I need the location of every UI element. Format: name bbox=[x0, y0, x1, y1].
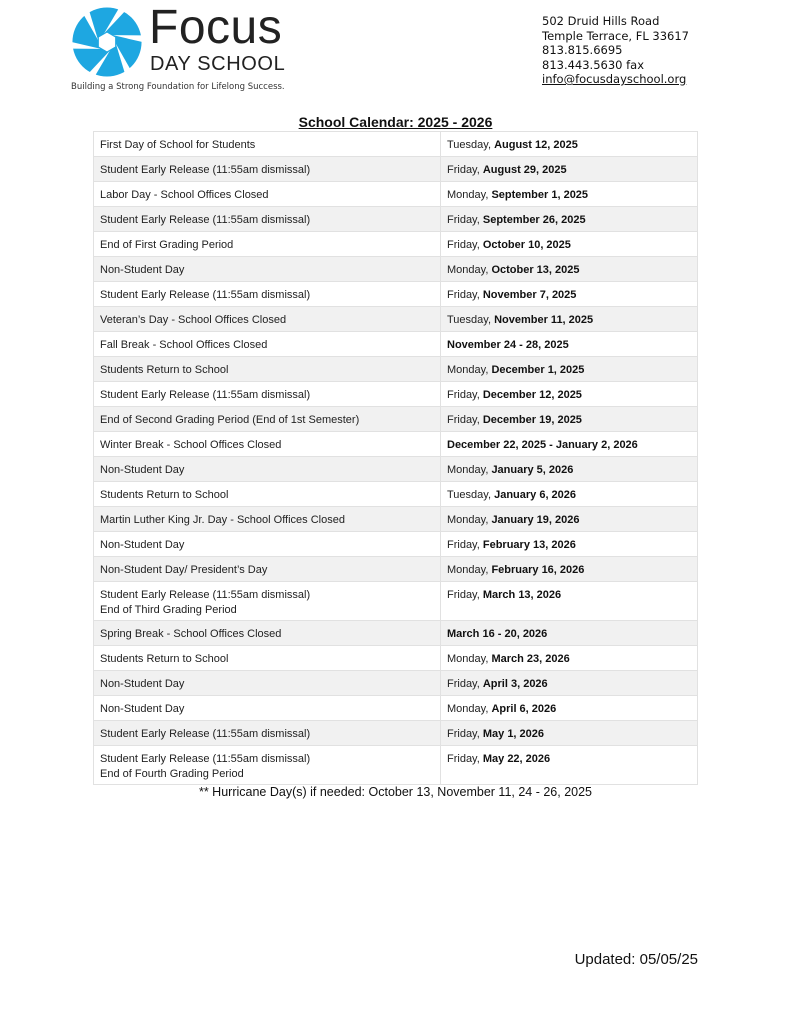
weekday-label: Friday, bbox=[447, 164, 483, 176]
table-row bbox=[94, 157, 698, 182]
table-row bbox=[94, 407, 698, 432]
event-label: Students Return to School bbox=[100, 653, 229, 665]
event-label: Non-Student Day bbox=[100, 703, 185, 715]
event-label: Student Early Release (11:55am dismissal) bbox=[100, 728, 311, 740]
event-cell bbox=[94, 157, 441, 182]
event-label: First Day of School for Students bbox=[100, 139, 256, 151]
weekday-label: Monday, bbox=[447, 514, 492, 526]
weekday-label: Monday, bbox=[447, 653, 492, 665]
event-cell bbox=[94, 621, 441, 646]
event-label: Spring Break - School Offices Closed bbox=[100, 628, 282, 640]
date-label: October 10, 2025 bbox=[482, 239, 571, 251]
event-cell bbox=[94, 207, 441, 232]
email-link[interactable]: info@focusdayschool.org bbox=[542, 72, 687, 86]
date-cell bbox=[441, 382, 698, 407]
date-cell bbox=[441, 432, 698, 457]
event-label: Non-Student Day bbox=[100, 539, 185, 551]
event-cell bbox=[94, 382, 441, 407]
date-cell bbox=[441, 132, 698, 157]
table-row bbox=[94, 382, 698, 407]
event-label: Student Early Release (11:55am dismissal) bbox=[100, 389, 311, 401]
table-row bbox=[94, 457, 698, 482]
date-cell bbox=[441, 646, 698, 671]
weekday-label: Friday, bbox=[447, 414, 483, 426]
date-label: January 6, 2026 bbox=[494, 489, 577, 501]
weekday-label: Monday, bbox=[447, 703, 492, 715]
brand-subtitle: DAY SCHOOL bbox=[150, 53, 286, 75]
date-label: November 7, 2025 bbox=[482, 289, 577, 301]
date-label: April 6, 2026 bbox=[491, 703, 557, 715]
event-label: Student Early Release (11:55am dismissal) bbox=[100, 214, 311, 226]
phone-number: 813.815.6695 bbox=[542, 43, 623, 57]
table-row bbox=[94, 132, 698, 157]
event-label: Student Early Release (11:55am dismissal) bbox=[100, 589, 311, 601]
event-label: Martin Luther King Jr. Day - School Offices Closed bbox=[100, 514, 345, 526]
date-label: March 16 - 20, 2026 bbox=[447, 628, 548, 640]
event-label: Student Early Release (11:55am dismissal) bbox=[100, 289, 311, 301]
table-row bbox=[94, 582, 698, 621]
event-label: Student Early Release (11:55am dismissal) bbox=[100, 164, 311, 176]
weekday-label: Tuesday, bbox=[447, 139, 495, 151]
weekday-label: Monday, bbox=[447, 189, 492, 201]
weekday-label: Friday, bbox=[447, 289, 483, 301]
date-cell bbox=[441, 557, 698, 582]
table-row bbox=[94, 207, 698, 232]
date-label: December 22, 2025 - January 2, 2026 bbox=[447, 439, 638, 451]
date-label: May 22, 2026 bbox=[482, 753, 551, 765]
address-line-1: 502 Druid Hills Road bbox=[542, 14, 660, 28]
calendar-table bbox=[93, 131, 698, 785]
date-cell bbox=[441, 746, 698, 785]
date-label: September 1, 2025 bbox=[491, 189, 589, 201]
weekday-label: Monday, bbox=[447, 264, 492, 276]
table-row bbox=[94, 182, 698, 207]
weekday-label: Monday, bbox=[447, 564, 492, 576]
address-line-2: Temple Terrace, FL 33617 bbox=[542, 28, 689, 43]
table-row bbox=[94, 357, 698, 382]
event-cell bbox=[94, 457, 441, 482]
table-row bbox=[94, 482, 698, 507]
event-label: Non-Student Day bbox=[100, 464, 185, 476]
date-label: January 5, 2026 bbox=[491, 464, 574, 476]
date-label: September 26, 2025 bbox=[482, 214, 586, 226]
date-cell bbox=[441, 582, 698, 621]
weekday-label: Tuesday, bbox=[447, 489, 495, 501]
event-cell bbox=[94, 582, 441, 621]
table-row bbox=[94, 696, 698, 721]
event-label: Students Return to School bbox=[100, 364, 229, 376]
date-cell bbox=[441, 282, 698, 307]
date-label: May 1, 2026 bbox=[482, 728, 545, 740]
date-cell bbox=[441, 532, 698, 557]
event-cell bbox=[94, 182, 441, 207]
date-label: October 13, 2025 bbox=[491, 264, 580, 276]
date-label: March 13, 2026 bbox=[482, 589, 562, 601]
weekday-label: Friday, bbox=[447, 753, 483, 765]
weekday-label: Friday, bbox=[447, 728, 483, 740]
event-cell bbox=[94, 232, 441, 257]
date-label: January 19, 2026 bbox=[491, 514, 580, 526]
event-label: Winter Break - School Offices Closed bbox=[100, 439, 282, 451]
date-cell bbox=[441, 157, 698, 182]
date-label: December 19, 2025 bbox=[482, 414, 582, 426]
date-cell bbox=[441, 696, 698, 721]
event-cell bbox=[94, 407, 441, 432]
event-cell bbox=[94, 332, 441, 357]
event-label: Non-Student Day/ President’s Day bbox=[100, 564, 268, 576]
table-row bbox=[94, 671, 698, 696]
event-cell bbox=[94, 671, 441, 696]
weekday-label: Tuesday, bbox=[447, 314, 495, 326]
event-cell bbox=[94, 307, 441, 332]
event-label: Labor Day - School Offices Closed bbox=[100, 189, 269, 201]
event-label: Students Return to School bbox=[100, 489, 229, 501]
date-cell bbox=[441, 407, 698, 432]
event-cell bbox=[94, 532, 441, 557]
date-cell bbox=[441, 232, 698, 257]
weekday-label: Friday, bbox=[447, 214, 483, 226]
event-label: End of Third Grading Period bbox=[100, 603, 237, 616]
fax-number: 813.443.5630 fax bbox=[542, 57, 645, 72]
table-row bbox=[94, 532, 698, 557]
hurricane-note: ** Hurricane Day(s) if needed: October 13, November 11, 24 - 26, 2025 bbox=[198, 785, 593, 799]
event-label: Non-Student Day bbox=[100, 678, 185, 690]
weekday-label: Friday, bbox=[447, 389, 483, 401]
event-label: End of Fourth Grading Period bbox=[100, 767, 244, 780]
table-row bbox=[94, 646, 698, 671]
updated-date: Updated: 05/05/25 bbox=[574, 951, 698, 968]
table-row bbox=[94, 432, 698, 457]
event-cell bbox=[94, 696, 441, 721]
event-label: End of First Grading Period bbox=[100, 239, 234, 251]
event-cell bbox=[94, 646, 441, 671]
event-cell bbox=[94, 721, 441, 746]
date-label: February 16, 2026 bbox=[491, 564, 585, 576]
table-row bbox=[94, 307, 698, 332]
calendar-title: School Calendar: 2025 - 2026 bbox=[298, 114, 493, 130]
event-cell bbox=[94, 282, 441, 307]
table-row bbox=[94, 507, 698, 532]
table-row bbox=[94, 746, 698, 785]
weekday-label: Friday, bbox=[447, 239, 483, 251]
date-cell bbox=[441, 457, 698, 482]
date-cell bbox=[441, 621, 698, 646]
date-cell bbox=[441, 671, 698, 696]
school-address bbox=[542, 14, 689, 87]
table-row bbox=[94, 332, 698, 357]
date-label: December 1, 2025 bbox=[491, 364, 585, 376]
weekday-label: Friday, bbox=[447, 678, 483, 690]
date-label: December 12, 2025 bbox=[482, 389, 582, 401]
weekday-label: Friday, bbox=[447, 589, 483, 601]
event-cell bbox=[94, 132, 441, 157]
aperture-logo-icon bbox=[71, 6, 143, 78]
event-cell bbox=[94, 557, 441, 582]
event-label: Student Early Release (11:55am dismissal) bbox=[100, 753, 311, 765]
date-label: February 13, 2026 bbox=[482, 539, 576, 551]
date-label: November 24 - 28, 2025 bbox=[447, 339, 569, 351]
date-cell bbox=[441, 207, 698, 232]
date-cell bbox=[441, 721, 698, 746]
date-label: August 12, 2025 bbox=[494, 139, 578, 151]
event-label: Veteran’s Day - School Offices Closed bbox=[100, 314, 287, 326]
date-label: November 11, 2025 bbox=[494, 314, 594, 326]
date-cell bbox=[441, 332, 698, 357]
table-row bbox=[94, 232, 698, 257]
date-cell bbox=[441, 182, 698, 207]
date-label: March 23, 2026 bbox=[491, 653, 570, 665]
date-cell bbox=[441, 307, 698, 332]
event-cell bbox=[94, 432, 441, 457]
event-label: Non-Student Day bbox=[100, 264, 185, 276]
date-cell bbox=[441, 357, 698, 382]
event-cell bbox=[94, 507, 441, 532]
tagline: Building a Strong Foundation for Lifelong Success. bbox=[71, 82, 285, 92]
brand-name: Focus bbox=[149, 1, 283, 54]
event-label: End of Second Grading Period (End of 1st Semester) bbox=[100, 414, 360, 426]
date-label: August 29, 2025 bbox=[482, 164, 567, 176]
table-row bbox=[94, 557, 698, 582]
table-row bbox=[94, 721, 698, 746]
table-row bbox=[94, 257, 698, 282]
event-cell bbox=[94, 257, 441, 282]
date-cell bbox=[441, 257, 698, 282]
weekday-label: Monday, bbox=[447, 364, 492, 376]
event-cell bbox=[94, 746, 441, 785]
event-cell bbox=[94, 357, 441, 382]
date-cell bbox=[441, 482, 698, 507]
date-label: April 3, 2026 bbox=[482, 678, 548, 690]
event-label: Fall Break - School Offices Closed bbox=[100, 339, 268, 351]
table-row bbox=[94, 282, 698, 307]
table-row bbox=[94, 621, 698, 646]
weekday-label: Monday, bbox=[447, 464, 492, 476]
date-cell bbox=[441, 507, 698, 532]
weekday-label: Friday, bbox=[447, 539, 483, 551]
event-cell bbox=[94, 482, 441, 507]
